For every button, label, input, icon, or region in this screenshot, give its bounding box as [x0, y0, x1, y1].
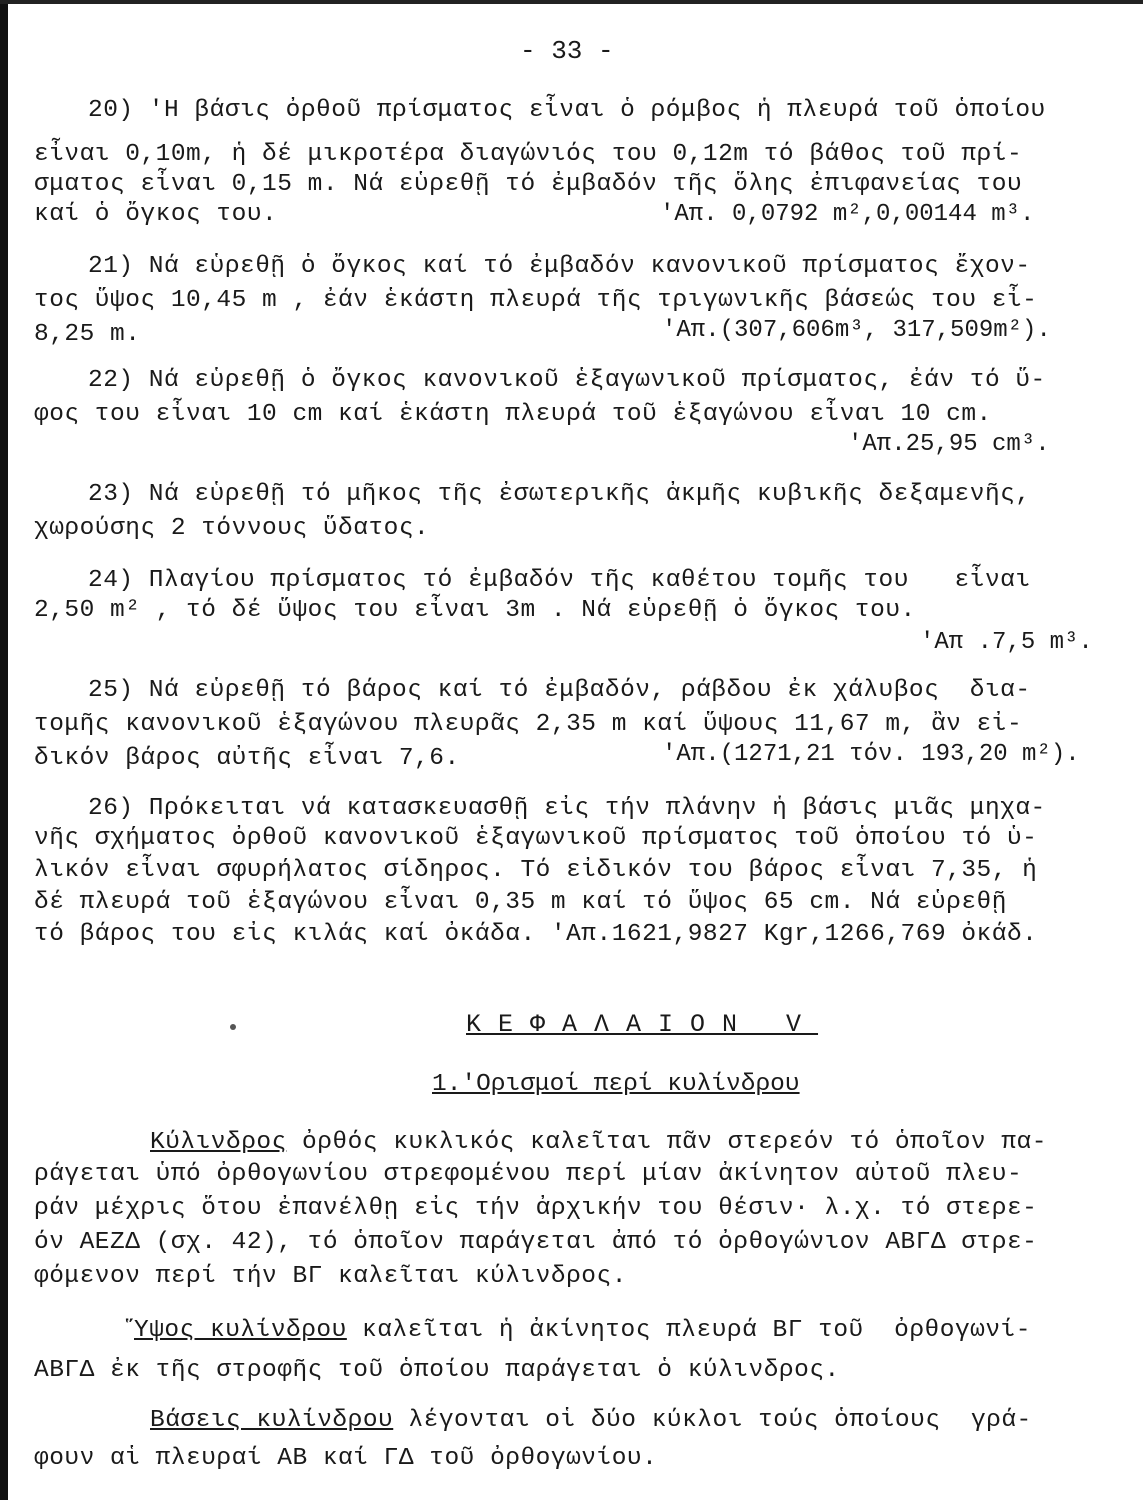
p1-line-4: όν ΑΕΖΔ (σχ. 42), τό ὁποῖον παράγεται ἀπό τό ὀρθογώνιον ΑΒΓΔ στρε- — [34, 1229, 1038, 1256]
section-title: 1.'Ορισμοί περί κυλίνδρου — [432, 1071, 800, 1098]
p3-line-2: φουν αἱ πλευραί ΑΒ καί ΓΔ τοῦ ὀρθογωνίου. — [34, 1445, 658, 1472]
ex25-line-2: τομῆς κανονικοῦ ἑξαγώνου πλευρᾶς 2,35 m καί ὕψους 11,67 m, ἂν εἰ- — [34, 711, 1023, 738]
scan-speck — [230, 1024, 236, 1030]
ex20-line-4: καί ὁ ὄγκος του. — [34, 201, 278, 228]
ex26-line-3: λικόν εἶναι σφυρήλατος σίδηρος. Τό εἰδικόν του βάρος εἶναι 7,35, ἡ — [34, 857, 1038, 884]
p3-line-1-rest: λέγονται οἱ δύο κύκλοι τούς ὁποίους γρά- — [393, 1407, 1032, 1434]
p2-line-1 — [134, 1316, 1031, 1346]
ex23-line-1: 23) Νά εὑρεθῇ τό μῆκος τῆς ἐσωτερικῆς ἀκμῆς κυβικῆς δεξαμενῆς, — [88, 481, 1031, 508]
chapter-title: ΚΕΦΑΛΑΙΟΝ V — [466, 1010, 819, 1039]
ex25-answer: 'Απ.(1271,21 τόν. 193,20 m²). — [662, 741, 1080, 768]
p2-line-2: ΑΒΓΔ ἐκ τῆς στροφῆς τοῦ ὁποίου παράγεται ὁ κύλινδρος. — [34, 1357, 840, 1384]
ex24-line-1: 24) Πλαγίου πρίσματος τό ἐμβαδόν τῆς καθέτου τομῆς του εἶναι — [88, 567, 1031, 594]
p1-line-1 — [150, 1128, 1047, 1158]
p1-line-2: ράγεται ὑπό ὀρθογωνίου στρεφομένου περί μίαν ἀκίνητον αὐτοῦ πλευ- — [34, 1161, 1023, 1188]
ex26-line-4: δέ πλευρά τοῦ ἑξαγώνου εἶναι 0,35 m καί τό ὕψος 65 cm. Νά εὑρεθῇ — [34, 889, 1007, 916]
ex20-line-3: σματος εἶναι 0,15 m. Νά εὑρεθῇ τό ἐμβαδόν τῆς ὅλης ἐπιφανείας του — [34, 171, 1023, 198]
p3-line-1 — [150, 1406, 1032, 1436]
scan-edge-shadow — [0, 0, 8, 1500]
ex20-line-1: 20) 'Η βάσις ὀρθοῦ πρίσματος εἶναι ὁ ρόμβος ἡ πλευρά τοῦ ὁποίου — [88, 97, 1046, 124]
ex26-line-5: τό βάρος του εἰς κιλάς καί ὀκάδα. 'Απ.1621,9827 Kgr,1266,769 ὀκάδ. — [34, 921, 1038, 948]
p1-line-3: ράν μέχρις ὅτου ἐπανέλθῃ εἰς τήν ἀρχικήν του θέσιν· λ.χ. τό στερε- — [34, 1195, 1038, 1222]
ex22-line-2: φος του εἶναι 10 cm καί ἑκάστη πλευρά τοῦ ἑξαγώνου εἶναι 10 cm. — [34, 401, 992, 428]
ex26-line-1: 26) Πρόκειται νά κατασκευασθῇ εἰς τήν πλάνην ἡ βάσις μιᾶς μηχα- — [88, 795, 1046, 822]
ex22-line-1: 22) Νά εὑρεθῇ ὁ ὄγκος κανονικοῦ ἑξαγωνικοῦ πρίσματος, ἐάν τό ὕ- — [88, 367, 1046, 394]
ex21-line-2: τος ὕψος 10,45 m , ἐάν ἑκάστη πλευρά τῆς τριγωνικῆς βάσεώς του εἶ- — [34, 287, 1038, 314]
page-number: - 33 - — [520, 36, 614, 66]
p2-term: Ὕψος κυλίνδρου — [134, 1317, 347, 1344]
ex23-line-2: χωρούσης 2 τόννους ὕδατος. — [34, 515, 430, 542]
ex24-line-2: 2,50 m² , τό δέ ὕψος του εἶναι 3m . Νά εὑρεθῇ ὁ ὄγκος του. — [34, 597, 916, 624]
ex22-answer: 'Απ.25,95 cm³. — [848, 431, 1050, 458]
p1-term: Κύλινδρος — [150, 1129, 287, 1156]
ex21-line-1: 21) Νά εὑρεθῇ ὁ ὄγκος καί τό ἐμβαδόν κανονικοῦ πρίσματος ἔχον- — [88, 253, 1031, 280]
ex24-answer: 'Απ .7,5 m³. — [920, 629, 1093, 656]
ex20-answer: 'Απ. 0,0792 m²,0,00144 m³. — [660, 201, 1035, 228]
ex21-line-3: 8,25 m. — [34, 321, 141, 348]
p3-term: Βάσεις κυλίνδρου — [150, 1407, 394, 1434]
p1-line-1-rest: ὀρθός κυκλικός καλεῖται πᾶν στερεόν τό ὁποῖον πα- — [286, 1129, 1047, 1156]
ex21-answer: 'Απ.(307,606m³, 317,509m²). — [662, 317, 1051, 344]
ex26-line-2: νῆς σχήματος ὀρθοῦ κανονικοῦ ἑξαγωνικοῦ πρίσματος τοῦ ὁποίου τό ὑ- — [34, 825, 1038, 852]
p2-line-1-rest: καλεῖται ἡ ἀκίνητος πλευρά ΒΓ τοῦ ὀρθογωνί- — [346, 1317, 1031, 1344]
ex25-line-3: δικόν βάρος αὐτῆς εἶναι 7,6. — [34, 745, 460, 772]
p1-line-5: φόμενον περί τήν ΒΓ καλεῖται κύλινδρος. — [34, 1263, 627, 1290]
ex25-line-1: 25) Νά εὑρεθῇ τό βάρος καί τό ἐμβαδόν, ράβδου ἐκ χάλυβος δια- — [88, 677, 1031, 704]
scan-top-edge — [0, 0, 1143, 4]
ex20-line-2: εἶναι 0,10m, ἡ δέ μικροτέρα διαγώνιός του 0,12m τό βάθος τοῦ πρί- — [34, 141, 1023, 168]
